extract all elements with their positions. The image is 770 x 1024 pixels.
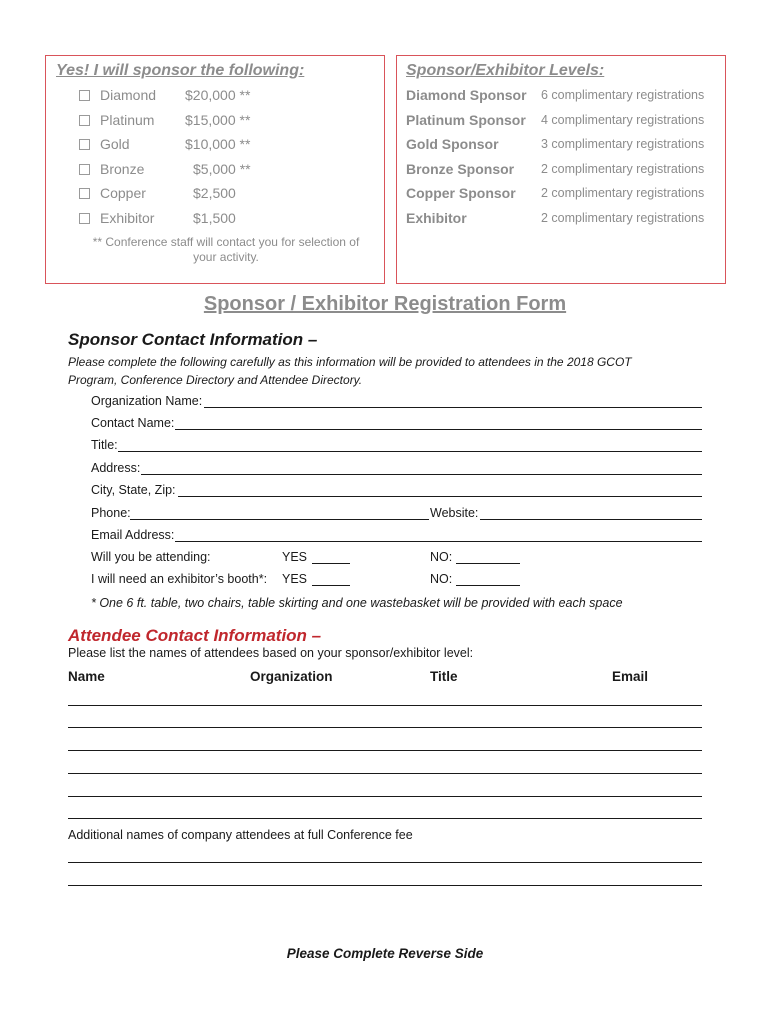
level-name: Platinum Sponsor (406, 111, 526, 128)
attendee-row-line[interactable] (68, 750, 702, 751)
org-name-label: Organization Name: (91, 394, 203, 408)
contact-name-field[interactable] (175, 429, 702, 430)
booth-no-label: NO: (430, 572, 453, 586)
attending-yes-field[interactable] (312, 563, 350, 564)
sponsor-note-line2: your activity. (193, 250, 259, 264)
sponsor-checkbox-4[interactable] (79, 188, 90, 199)
sponsor-option-price: $1,500 (193, 209, 236, 226)
title-field[interactable] (118, 451, 702, 452)
booth-note: * One 6 ft. table, two chairs, table skirting and one wastebasket will be provided with each space (91, 596, 623, 610)
contact-name-label: Contact Name: (91, 416, 175, 430)
col-email-header: Email (612, 669, 649, 684)
form-title: Sponsor / Exhibitor Registration Form (203, 293, 567, 315)
booth-label: I will need an exhibitor’s booth*: (91, 572, 268, 586)
sponsor-option-label: Bronze (100, 160, 145, 177)
phone-field[interactable] (130, 519, 429, 520)
booth-yes-field[interactable] (312, 585, 350, 586)
sponsor-checkbox-1[interactable] (79, 115, 90, 126)
sponsor-checkbox-0[interactable] (79, 90, 90, 101)
sponsor-box-title: Yes! I will sponsor the following: (56, 62, 305, 79)
sponsor-option-price: $20,000 ** (185, 87, 251, 103)
sponsor-contact-intro-1: Please complete the following carefully as this information will be provided to attendees in the 2018 GCOT (68, 355, 632, 369)
email-field[interactable] (175, 541, 702, 542)
additional-names-label: Additional names of company attendees at full Conference fee (68, 828, 413, 842)
sponsor-option-price: $15,000 ** (185, 111, 251, 128)
level-name: Gold Sponsor (406, 136, 499, 152)
sponsor-checkbox-3[interactable] (79, 164, 90, 175)
level-benefit: 2 complimentary registrations (541, 210, 705, 225)
sponsor-checkbox-2[interactable] (79, 139, 90, 150)
title-label: Title: (91, 438, 118, 452)
level-benefit: 2 complimentary registrations (541, 161, 705, 176)
sponsor-contact-heading: Sponsor Contact Information – (68, 330, 318, 349)
sponsor-checkbox-5[interactable] (79, 213, 90, 224)
sponsor-option-price: $2,500 (193, 185, 236, 201)
booth-no-field[interactable] (456, 585, 520, 586)
attending-no-field[interactable] (456, 563, 520, 564)
phone-label: Phone: (91, 506, 131, 520)
city-state-zip-label: City, State, Zip: (91, 483, 176, 497)
level-name: Copper Sponsor (406, 185, 516, 201)
attending-no-label: NO: (430, 550, 453, 564)
website-field[interactable] (480, 519, 702, 520)
sponsor-option-label: Diamond (100, 87, 157, 103)
org-name-field[interactable] (204, 407, 702, 408)
sponsor-option-price: $10,000 ** (185, 136, 251, 152)
attending-yes-label: YES (282, 550, 308, 564)
footer-note: Please Complete Reverse Side (286, 946, 484, 961)
address-field[interactable] (141, 474, 702, 475)
attendee-row-line[interactable] (68, 727, 702, 728)
attendee-row-line[interactable] (68, 773, 702, 774)
additional-row-line[interactable] (68, 885, 702, 886)
email-label: Email Address: (91, 528, 175, 542)
attendee-intro: Please list the names of attendees based on your sponsor/exhibitor level: (68, 646, 474, 660)
sponsor-option-label: Exhibitor (100, 209, 155, 226)
sponsor-option-label: Copper (100, 185, 146, 201)
city-state-zip-field[interactable] (178, 496, 702, 497)
col-organization-header: Organization (250, 669, 333, 684)
attendee-contact-heading: Attendee Contact Information – (68, 626, 322, 645)
sponsor-option-label: Gold (100, 136, 130, 152)
attendee-row-line[interactable] (68, 705, 702, 706)
website-label: Website: (430, 506, 479, 520)
sponsor-option-label: Platinum (100, 111, 155, 128)
booth-yes-label: YES (282, 572, 308, 586)
sponsor-note-line1: ** Conference staff will contact you for selection of (92, 235, 360, 249)
col-title-header: Title (430, 669, 458, 684)
level-name: Bronze Sponsor (406, 160, 515, 177)
attendee-row-line[interactable] (68, 796, 702, 797)
level-name: Exhibitor (406, 209, 467, 226)
attending-label: Will you be attending: (91, 550, 211, 564)
levels-box-title: Sponsor/Exhibitor Levels: (406, 62, 605, 79)
level-benefit: 6 complimentary registrations (541, 88, 705, 102)
sponsor-option-price: $5,000 ** (193, 160, 251, 177)
address-label: Address: (91, 461, 141, 475)
attendee-row-line[interactable] (68, 818, 702, 819)
level-benefit: 3 complimentary registrations (541, 137, 705, 151)
level-name: Diamond Sponsor (406, 87, 527, 103)
level-benefit: 4 complimentary registrations (541, 112, 705, 127)
sponsor-contact-intro-2: Program, Conference Directory and Attendee Directory. (68, 373, 363, 387)
col-name-header: Name (68, 669, 105, 684)
additional-row-line[interactable] (68, 862, 702, 863)
level-benefit: 2 complimentary registrations (541, 186, 705, 200)
